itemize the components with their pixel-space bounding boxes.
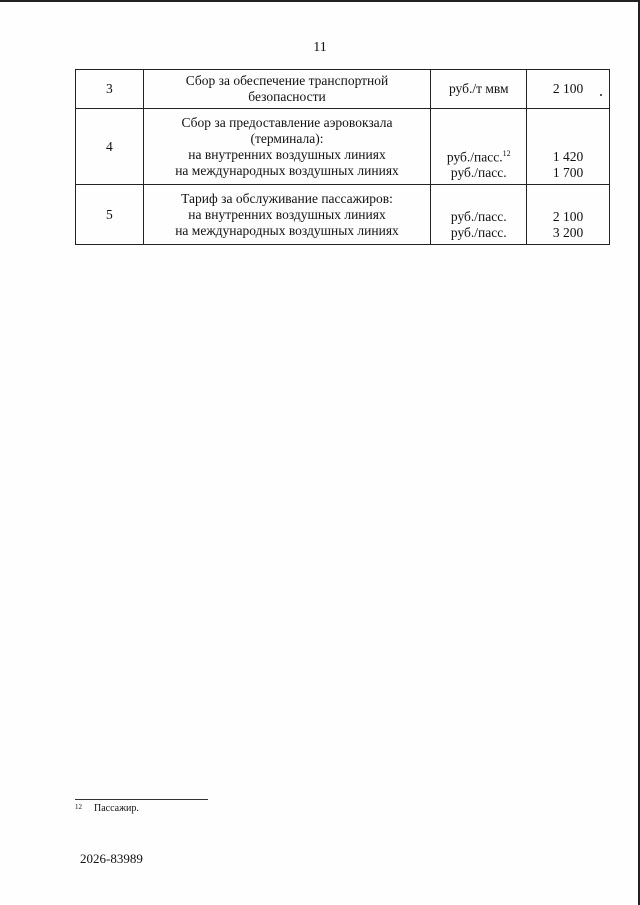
row-number-cell xyxy=(76,70,144,109)
value-text: 1 700 xyxy=(552,165,584,180)
value-cell xyxy=(527,185,610,245)
table-row xyxy=(76,70,610,109)
row-number: 5 xyxy=(105,206,113,222)
footnote-mark: 12 xyxy=(75,803,82,811)
unit-text: руб./пасс.$^{12}$ xyxy=(446,148,511,164)
unit-text: руб./пасс. xyxy=(450,225,507,240)
description-cell xyxy=(143,185,431,245)
description-line: (терминала): xyxy=(250,130,324,146)
unit-cell xyxy=(431,70,527,109)
value-cell xyxy=(527,109,610,185)
unit-cell xyxy=(431,109,527,185)
unit-text: руб./пасс. xyxy=(450,165,507,180)
scan-speck xyxy=(600,94,602,96)
table-row xyxy=(76,109,610,185)
footnote-text: Пассажир. xyxy=(94,803,139,814)
page-number: 11 xyxy=(313,40,327,55)
description-cell xyxy=(143,70,431,109)
description-line: Сбор за предоставление аэровокзала xyxy=(181,114,393,130)
value-text: 2 100 xyxy=(552,81,584,96)
row-number: 4 xyxy=(105,138,113,154)
row-number-cell xyxy=(76,185,144,245)
description-line: Тариф за обслуживание пассажиров: xyxy=(181,190,393,206)
footnote-divider xyxy=(75,799,208,800)
table-row xyxy=(76,185,610,245)
value-text: 2 100 xyxy=(552,209,584,224)
unit-cell xyxy=(431,185,527,245)
unit-text: руб./т мвм xyxy=(448,81,509,96)
value-text: 1 420 xyxy=(552,149,584,164)
description-line: на международных воздушных линиях xyxy=(175,162,399,178)
row-number-cell xyxy=(76,109,144,185)
value-cell xyxy=(527,70,610,109)
value-text: 3 200 xyxy=(552,225,584,240)
footnote xyxy=(75,803,139,814)
document-id: 2026-83989 xyxy=(80,851,143,866)
unit-text: руб./пасс. xyxy=(450,209,507,224)
description-cell xyxy=(143,109,431,185)
description-line: на внутренних воздушных линиях xyxy=(188,206,386,222)
description-line: Сбор за обеспечение транспортной xyxy=(185,73,389,88)
description-line: на внутренних воздушных линиях xyxy=(188,146,386,162)
row-number: 3 xyxy=(105,81,113,96)
description-line: безопасности xyxy=(248,89,326,104)
description-line: на международных воздушных линиях xyxy=(175,222,399,238)
footnote-reference: 12 xyxy=(502,148,511,158)
tariff-table xyxy=(75,69,610,245)
